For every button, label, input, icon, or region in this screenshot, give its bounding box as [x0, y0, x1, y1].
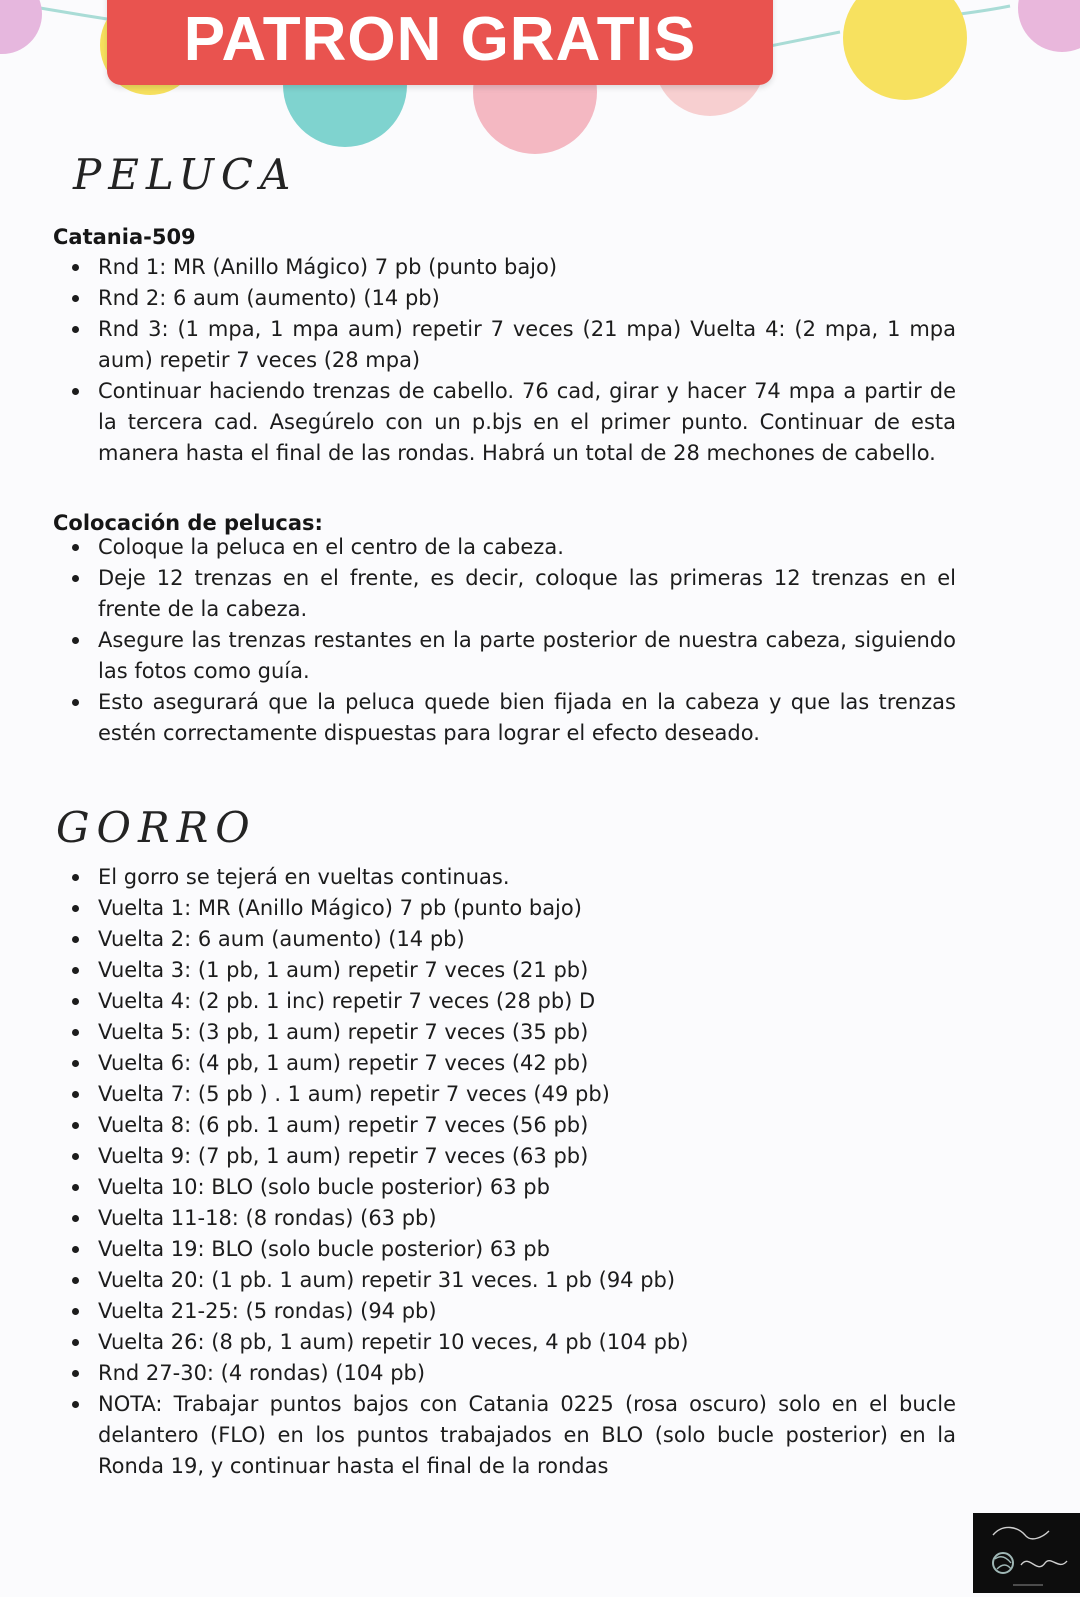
list-item: Vuelta 26: (8 pb, 1 aum) repetir 10 veces, 4 pb (104 pb) — [0, 1327, 956, 1358]
list-item: NOTA: Trabajar puntos bajos con Catania 0225 (rosa oscuro) solo en el bucle delantero (FLO) en los puntos trabajados en BLO (solo bucle posterior) en la Ronda 19, y continuar hasta el final de la rondas — [0, 1389, 956, 1482]
pompom-lilac-left — [0, 0, 42, 54]
section-title-peluca: PELUCA — [73, 150, 298, 199]
watermark-logo — [973, 1513, 1080, 1593]
list-item: Coloque la peluca en el centro de la cabeza. — [0, 532, 956, 563]
yarn-ball-icon — [973, 1513, 1080, 1593]
wig-steps-list — [0, 252, 956, 469]
list-item: Deje 12 trenzas en el frente, es decir, coloque las primeras 12 trenzas en el frente de la cabeza. — [0, 563, 956, 625]
list-item: Vuelta 20: (1 pb. 1 aum) repetir 31 veces. 1 pb (94 pb) — [0, 1265, 956, 1296]
list-item: Vuelta 8: (6 pb. 1 aum) repetir 7 veces (56 pb) — [0, 1110, 956, 1141]
list-item: Rnd 1: MR (Anillo Mágico) 7 pb (punto bajo) — [0, 252, 956, 283]
list-item: Vuelta 2: 6 aum (aumento) (14 pb) — [0, 924, 956, 955]
list-item: Vuelta 6: (4 pb, 1 aum) repetir 7 veces (42 pb) — [0, 1048, 956, 1079]
list-item: El gorro se tejerá en vueltas continuas. — [0, 862, 956, 893]
yarn-subtitle: Catania-509 — [53, 225, 196, 249]
list-item: Rnd 2: 6 aum (aumento) (14 pb) — [0, 283, 956, 314]
list-item: Vuelta 19: BLO (solo bucle posterior) 63 pb — [0, 1234, 956, 1265]
list-item: Vuelta 11-18: (8 rondas) (63 pb) — [0, 1203, 956, 1234]
pompom-yellow-right — [843, 0, 967, 100]
pompom-lilac-right — [1018, 0, 1080, 52]
list-item: Rnd 27-30: (4 rondas) (104 pb) — [0, 1358, 956, 1389]
list-item: Vuelta 4: (2 pb. 1 inc) repetir 7 veces (28 pb) D — [0, 986, 956, 1017]
list-item: Vuelta 9: (7 pb, 1 aum) repetir 7 veces (63 pb) — [0, 1141, 956, 1172]
list-item: Rnd 3: (1 mpa, 1 mpa aum) repetir 7 veces (21 mpa) Vuelta 4: (2 mpa, 1 mpa aum) repetir 7 veces (28 mpa) — [0, 314, 956, 376]
list-item: Vuelta 21-25: (5 rondas) (94 pb) — [0, 1296, 956, 1327]
section-title-gorro: GORRO — [56, 803, 257, 852]
hat-steps-list — [0, 862, 956, 1482]
list-item: Vuelta 3: (1 pb, 1 aum) repetir 7 veces (21 pb) — [0, 955, 956, 986]
banner-title: PATRON GRATIS — [183, 5, 697, 74]
list-item: Vuelta 7: (5 pb ) . 1 aum) repetir 7 veces (49 pb) — [0, 1079, 956, 1110]
wig-placement-list — [0, 532, 956, 749]
list-item: Vuelta 5: (3 pb, 1 aum) repetir 7 veces (35 pb) — [0, 1017, 956, 1048]
list-item: Vuelta 1: MR (Anillo Mágico) 7 pb (punto bajo) — [0, 893, 956, 924]
list-item: Continuar haciendo trenzas de cabello. 76 cad, girar y hacer 74 mpa a partir de la tercera cad. Asegúrelo con un p.bjs en el primer punto. Continuar de esta manera hasta el final de las rondas. Habrá un total de 28 mechones de cabello. — [0, 376, 956, 469]
list-item: Esto asegurará que la peluca quede bien fijada en la cabeza y que las trenzas estén correctamente dispuestas para lograr el efecto deseado. — [0, 687, 956, 749]
list-item: Vuelta 10: BLO (solo bucle posterior) 63 pb — [0, 1172, 956, 1203]
list-item: Asegure las trenzas restantes en la parte posterior de nuestra cabeza, siguiendo las fotos como guía. — [0, 625, 956, 687]
title-banner — [107, 0, 773, 85]
placement-subtitle: Colocación de pelucas: — [53, 511, 323, 535]
